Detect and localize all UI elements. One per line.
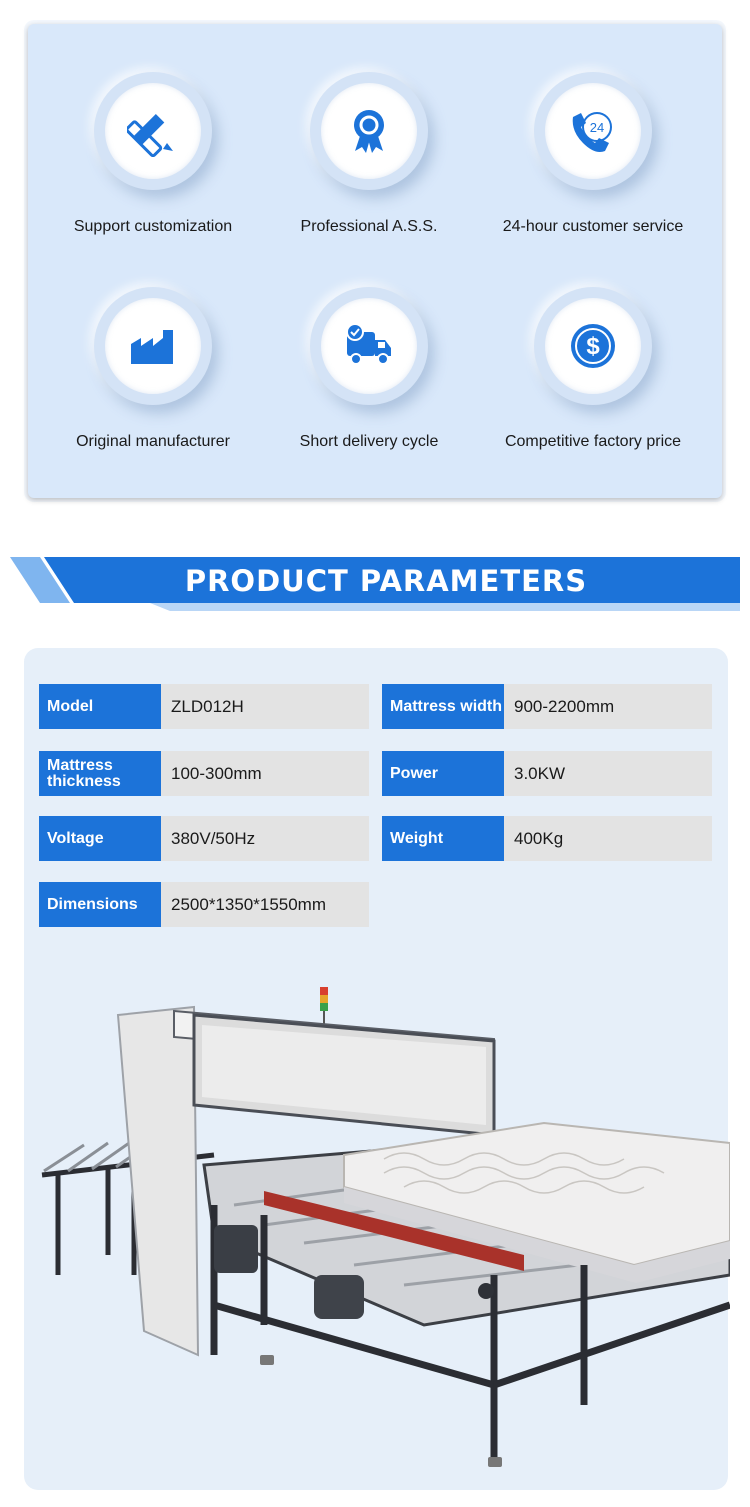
param-key: Voltage bbox=[39, 816, 161, 861]
feature-icon-circle bbox=[310, 72, 428, 190]
feature-label: 24-hour customer service bbox=[502, 218, 684, 235]
pencil-ruler-icon bbox=[127, 105, 179, 157]
param-row-mattress-width bbox=[382, 684, 712, 729]
feature-icon-circle bbox=[534, 72, 652, 190]
param-value: 380V/50Hz bbox=[161, 816, 369, 861]
delivery-truck-icon bbox=[343, 320, 395, 372]
award-ribbon-icon bbox=[343, 105, 395, 157]
motor bbox=[314, 1275, 364, 1319]
feature-24-hour-service bbox=[478, 72, 708, 236]
feature-label: Original manufacturer bbox=[76, 433, 230, 450]
param-key: Power bbox=[382, 751, 504, 796]
feature-label: Support customization bbox=[73, 218, 233, 235]
param-value: 900-2200mm bbox=[504, 684, 712, 729]
feature-label: Short delivery cycle bbox=[299, 433, 439, 450]
feature-professional-ass bbox=[254, 72, 484, 236]
dollar-coin-icon bbox=[567, 320, 619, 372]
feature-label: Professional A.S.S. bbox=[300, 218, 438, 235]
param-value: 2500*1350*1550mm bbox=[161, 882, 369, 927]
features-panel bbox=[28, 24, 722, 498]
feature-icon-circle bbox=[94, 287, 212, 405]
feature-icon-circle bbox=[94, 72, 212, 190]
feature-competitive-price bbox=[478, 287, 708, 451]
param-row-model bbox=[39, 684, 369, 729]
feature-original-manufacturer bbox=[38, 287, 268, 451]
feature-label: Competitive factory price bbox=[504, 433, 682, 450]
param-key: Mattress width bbox=[382, 684, 504, 729]
phone-24-icon bbox=[567, 105, 619, 157]
param-value: 3.0KW bbox=[504, 751, 712, 796]
feature-icon-circle bbox=[310, 287, 428, 405]
signal-light-icon bbox=[320, 987, 328, 995]
product-machine-image bbox=[24, 975, 730, 1475]
factory-icon bbox=[127, 320, 179, 372]
param-row-weight bbox=[382, 816, 712, 861]
feature-icon-circle bbox=[534, 287, 652, 405]
param-key: Weight bbox=[382, 816, 504, 861]
param-row-mattress-thickness bbox=[39, 751, 369, 796]
param-value: 400Kg bbox=[504, 816, 712, 861]
param-value: 100-300mm bbox=[161, 751, 369, 796]
param-row-dimensions bbox=[39, 882, 369, 927]
phone-badge-text: 24 bbox=[589, 120, 605, 135]
section-title: PRODUCT PARAMETERS bbox=[184, 564, 588, 598]
param-key: Mattress thickness bbox=[39, 751, 161, 796]
machine-side-panel bbox=[118, 1007, 198, 1355]
param-row-voltage bbox=[39, 816, 369, 861]
param-row-power bbox=[382, 751, 712, 796]
feature-short-delivery bbox=[254, 287, 484, 451]
feature-support-customization bbox=[38, 72, 268, 236]
param-value: ZLD012H bbox=[161, 684, 369, 729]
param-key: Dimensions bbox=[39, 882, 161, 927]
param-key: Model bbox=[39, 684, 161, 729]
dollar-symbol: $ bbox=[586, 333, 600, 360]
